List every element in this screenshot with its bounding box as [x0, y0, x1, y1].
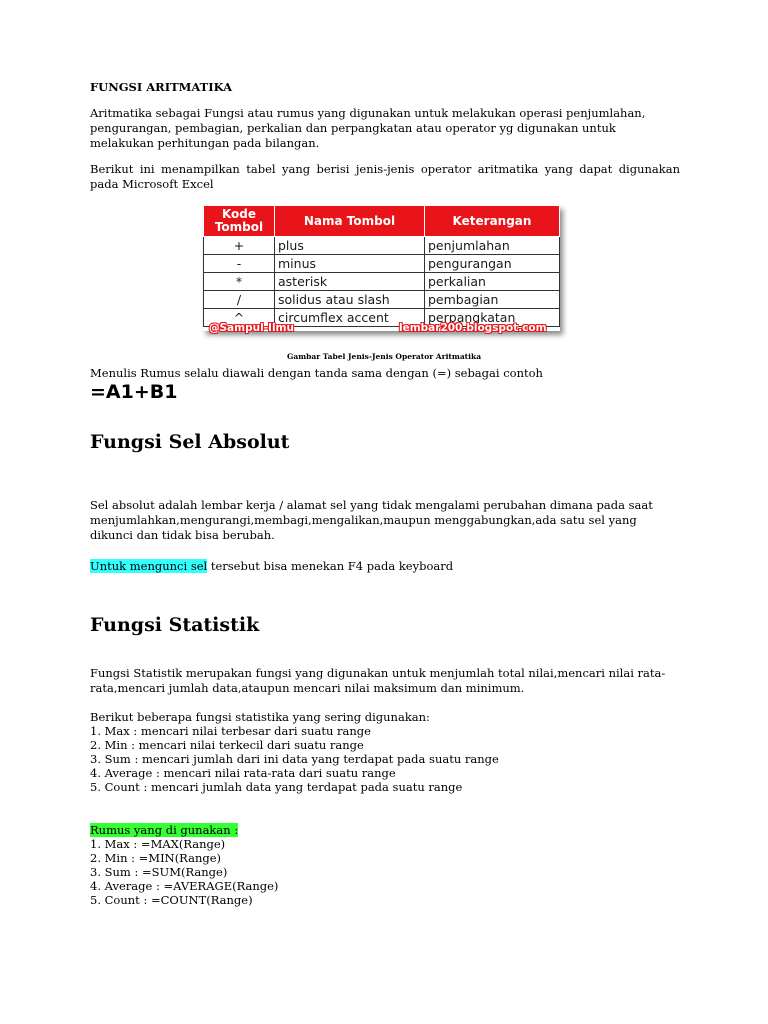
formula-example: =A1+B1 — [90, 381, 178, 403]
table-row — [204, 273, 560, 291]
header-keterangan: Keterangan — [425, 206, 560, 237]
list-item: 4. Average : =AVERAGE(Range) — [90, 879, 279, 893]
list-item: 5. Count : =COUNT(Range) — [90, 893, 253, 907]
list-item: 5. Count : mencari jumlah data yang terdapat pada suatu range — [90, 780, 463, 794]
list-item: 2. Min : =MIN(Range) — [90, 851, 222, 865]
table-cell: plus — [275, 237, 425, 255]
rumus-list — [90, 837, 278, 907]
table-row — [204, 255, 560, 273]
lock-instruction — [90, 559, 453, 573]
list-item: 1. Max : =MAX(Range) — [90, 837, 226, 851]
table-cell: pengurangan — [425, 255, 560, 273]
table-caption: Gambar Tabel Jenis-Jenis Operator Aritmatika — [286, 351, 482, 361]
table-cell: perkalian — [425, 273, 560, 291]
list-item: 3. Sum : =SUM(Range) — [90, 865, 228, 879]
header-nama-tombol: Nama Tombol — [275, 206, 425, 237]
operator-table-image — [203, 205, 560, 334]
table-cell: * — [204, 273, 275, 291]
operator-table — [203, 205, 560, 327]
statistik-description: Fungsi Statistik merupakan fungsi yang digunakan untuk menjumlah total nilai,mencari nilai rata-rata,mencari jumlah data,ataupun mencari nilai maksimum dan minimum. — [90, 666, 666, 695]
table-row — [204, 237, 560, 255]
rumus-heading-highlight: Rumus yang di gunakan : — [90, 823, 239, 837]
table-cell: perpangkatan — [425, 309, 560, 327]
list-item: 1. Max : mencari nilai terbesar dari suatu range — [90, 724, 371, 738]
rumus-heading — [90, 823, 238, 837]
table-cell: solidus atau slash — [275, 291, 425, 309]
lock-highlight: Untuk mengunci sel — [90, 559, 208, 573]
statistik-list-intro: Berikut beberapa fungsi statistika yang sering digunakan: — [90, 710, 430, 724]
lock-rest: tersebut bisa menekan F4 pada keyboard — [207, 559, 454, 573]
heading-sel-absolut: Fungsi Sel Absolut — [90, 431, 290, 453]
header-kode-tombol: Kode Tombol — [204, 206, 275, 237]
watermark-right: lembar200.blogspot.com — [399, 322, 547, 334]
list-item: 3. Sum : mencari jumlah dari ini data yang terdapat pada suatu range — [90, 752, 499, 766]
watermark-left: @Sampul-Ilmu — [209, 322, 294, 334]
table-cell: asterisk — [275, 273, 425, 291]
table-cell: + — [204, 237, 275, 255]
table-cell: penjumlahan — [425, 237, 560, 255]
absolut-description: Sel absolut adalah lembar kerja / alamat sel yang tidak mengalami perubahan dimana pada saat menjumlahkan,mengurangi,membagi,mengalikan,maupun menggabungkan,ada satu sel yang dikunci dan tidak bisa berubah. — [90, 498, 653, 542]
table-intro: Berikut ini menampilkan tabel yang berisi jenis-jenis operator aritmatika yang dapat digunakan pada Microsoft Excel — [90, 162, 680, 191]
title-aritmatika: FUNGSI ARITMATIKA — [90, 80, 233, 94]
aritmatika-description: Aritmatika sebagai Fungsi atau rumus yang digunakan untuk melakukan operasi penjumlahan, pengurangan, pembagian, perkalian dan perpangkatan atau operator yg digunakan untuk melakukan perhitungan pada bilangan. — [90, 106, 646, 150]
heading-statistik: Fungsi Statistik — [90, 614, 260, 636]
table-row — [204, 291, 560, 309]
table-cell: ^ — [204, 309, 275, 327]
list-item: 2. Min : mencari nilai terkecil dari suatu range — [90, 738, 364, 752]
statistik-list — [90, 724, 499, 794]
list-item: 4. Average : mencari nilai rata-rata dari suatu range — [90, 766, 396, 780]
table-cell: minus — [275, 255, 425, 273]
table-cell: - — [204, 255, 275, 273]
rumus-intro: Menulis Rumus selalu diawali dengan tanda sama dengan (=) sebagai contoh — [90, 366, 543, 380]
table-header-row — [204, 206, 560, 237]
table-cell: pembagian — [425, 291, 560, 309]
table-cell: circumflex accent — [275, 309, 425, 327]
table-cell: / — [204, 291, 275, 309]
